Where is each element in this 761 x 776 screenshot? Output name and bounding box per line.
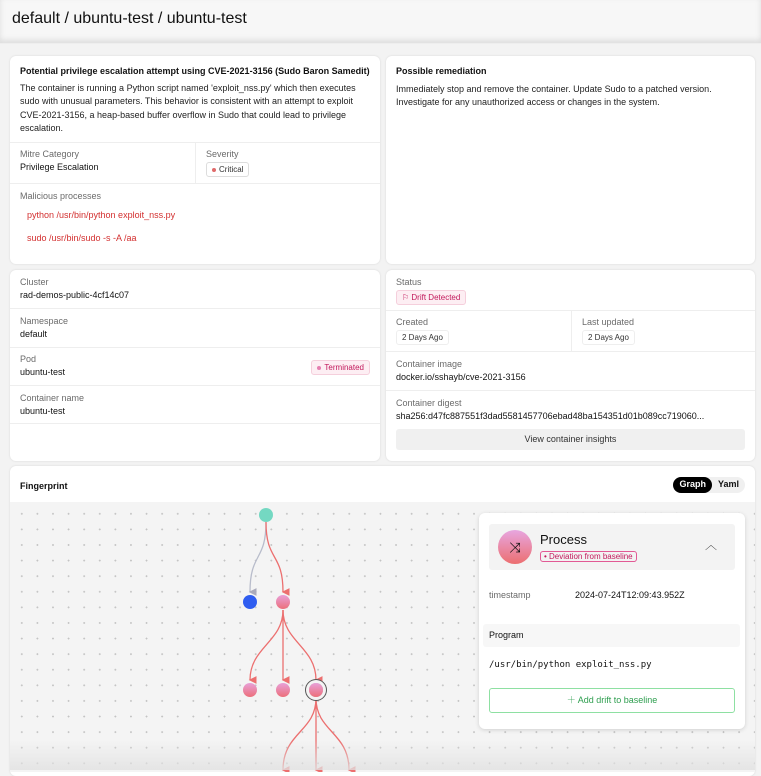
- process-detail-panel: [479, 513, 745, 729]
- mitre-value: Privilege Escalation: [20, 161, 99, 172]
- digest-value: sha256:d47fc887551f3dad5581457706ebad48ba154351d01b089cc719060...: [396, 411, 705, 421]
- program-value: /usr/bin/python exploit_nss.py: [489, 660, 652, 670]
- remediation-card: [386, 56, 755, 264]
- add-drift-button[interactable]: ＋ Add drift to baseline: [489, 688, 735, 713]
- process-node[interactable]: [276, 595, 290, 609]
- fingerprint-title: Fingerprint: [20, 481, 68, 491]
- status-badge: ⚐ Drift Detected: [396, 290, 466, 305]
- pod-label: Pod: [20, 354, 37, 364]
- graph-edge: [250, 522, 266, 592]
- pod-status-badge: Terminated: [311, 360, 370, 375]
- workload-card: [10, 270, 380, 461]
- status-label: Status: [396, 277, 422, 287]
- image-value: docker.io/sshayb/cve-2021-3156: [396, 372, 526, 382]
- remediation-title: Possible remediation: [396, 66, 487, 76]
- mitre-label: Mitre Category: [20, 148, 80, 159]
- panel-title: Process: [540, 532, 587, 547]
- graph-edge: [283, 610, 316, 680]
- process-icon: ⤨: [498, 530, 532, 564]
- severity-label: Severity: [206, 148, 239, 159]
- view-insights-button[interactable]: View container insights: [396, 429, 745, 450]
- process-node[interactable]: [276, 683, 290, 697]
- digest-label: Container digest: [396, 398, 462, 408]
- graph-edge: [250, 610, 283, 680]
- container-card: [386, 270, 755, 461]
- graph-edge: [266, 522, 283, 592]
- view-toggle: [673, 477, 745, 493]
- alert-description: The container is running a Python script named 'exploit_nss.py' which then executes sudo with unusual parameters. This behavior is consistent with an attempt to exploit CVE-2021-3156, a heap-based buffer overflow in Sudo that could lead to privilege escalation.: [20, 83, 356, 134]
- remediation-text: Immediately stop and remove the container. Update Sudo to a patched version. Investigate for any unauthorized access or changes in the system.: [396, 84, 712, 108]
- bottom-fade: [10, 740, 755, 770]
- cluster-label: Cluster: [20, 277, 49, 287]
- timestamp-value: 2024-07-24T12:09:43.952Z: [575, 590, 685, 600]
- page-title: default / ubuntu-test / ubuntu-test: [12, 10, 247, 27]
- container-node[interactable]: [259, 508, 273, 522]
- process-node-benign[interactable]: [243, 595, 257, 609]
- processes-label: Malicious processes: [20, 190, 102, 201]
- container-name-value: ubuntu-test: [20, 406, 66, 416]
- updated-value: 2 Days Ago: [582, 330, 635, 345]
- image-label: Container image: [396, 359, 463, 369]
- page-header: [0, 0, 761, 44]
- namespace-label: Namespace: [20, 316, 69, 326]
- alert-title: Potential privilege escalation attempt using CVE-2021-3156 (Sudo Baron Samedit): [20, 66, 370, 76]
- cluster-value: rad-demos-public-4cf14c07: [20, 290, 130, 300]
- flag-icon: ⚐: [402, 293, 412, 302]
- container-name-label: Container name: [20, 393, 85, 403]
- process-node-selected[interactable]: [309, 683, 323, 697]
- created-label: Created: [396, 317, 429, 327]
- program-label: Program: [483, 624, 740, 647]
- plus-icon: ＋: [566, 695, 578, 705]
- collapse-chevron-icon[interactable]: ︿: [704, 538, 717, 552]
- process-item[interactable]: sudo /usr/bin/sudo -s -A /aa: [27, 232, 137, 243]
- process-item[interactable]: python /usr/bin/python exploit_nss.py: [27, 209, 176, 220]
- namespace-value: default: [20, 329, 48, 339]
- deviation-badge: • Deviation from baseline: [540, 551, 637, 562]
- pod-value: ubuntu-test: [20, 367, 66, 377]
- tab-yaml[interactable]: Yaml: [717, 479, 739, 489]
- process-node[interactable]: [243, 683, 257, 697]
- severity-badge: Critical: [206, 162, 249, 177]
- alert-card: [10, 56, 380, 264]
- created-value: 2 Days Ago: [396, 330, 449, 345]
- timestamp-label: timestamp: [489, 590, 531, 600]
- updated-label: Last updated: [582, 317, 635, 327]
- tab-graph[interactable]: Graph: [673, 477, 712, 493]
